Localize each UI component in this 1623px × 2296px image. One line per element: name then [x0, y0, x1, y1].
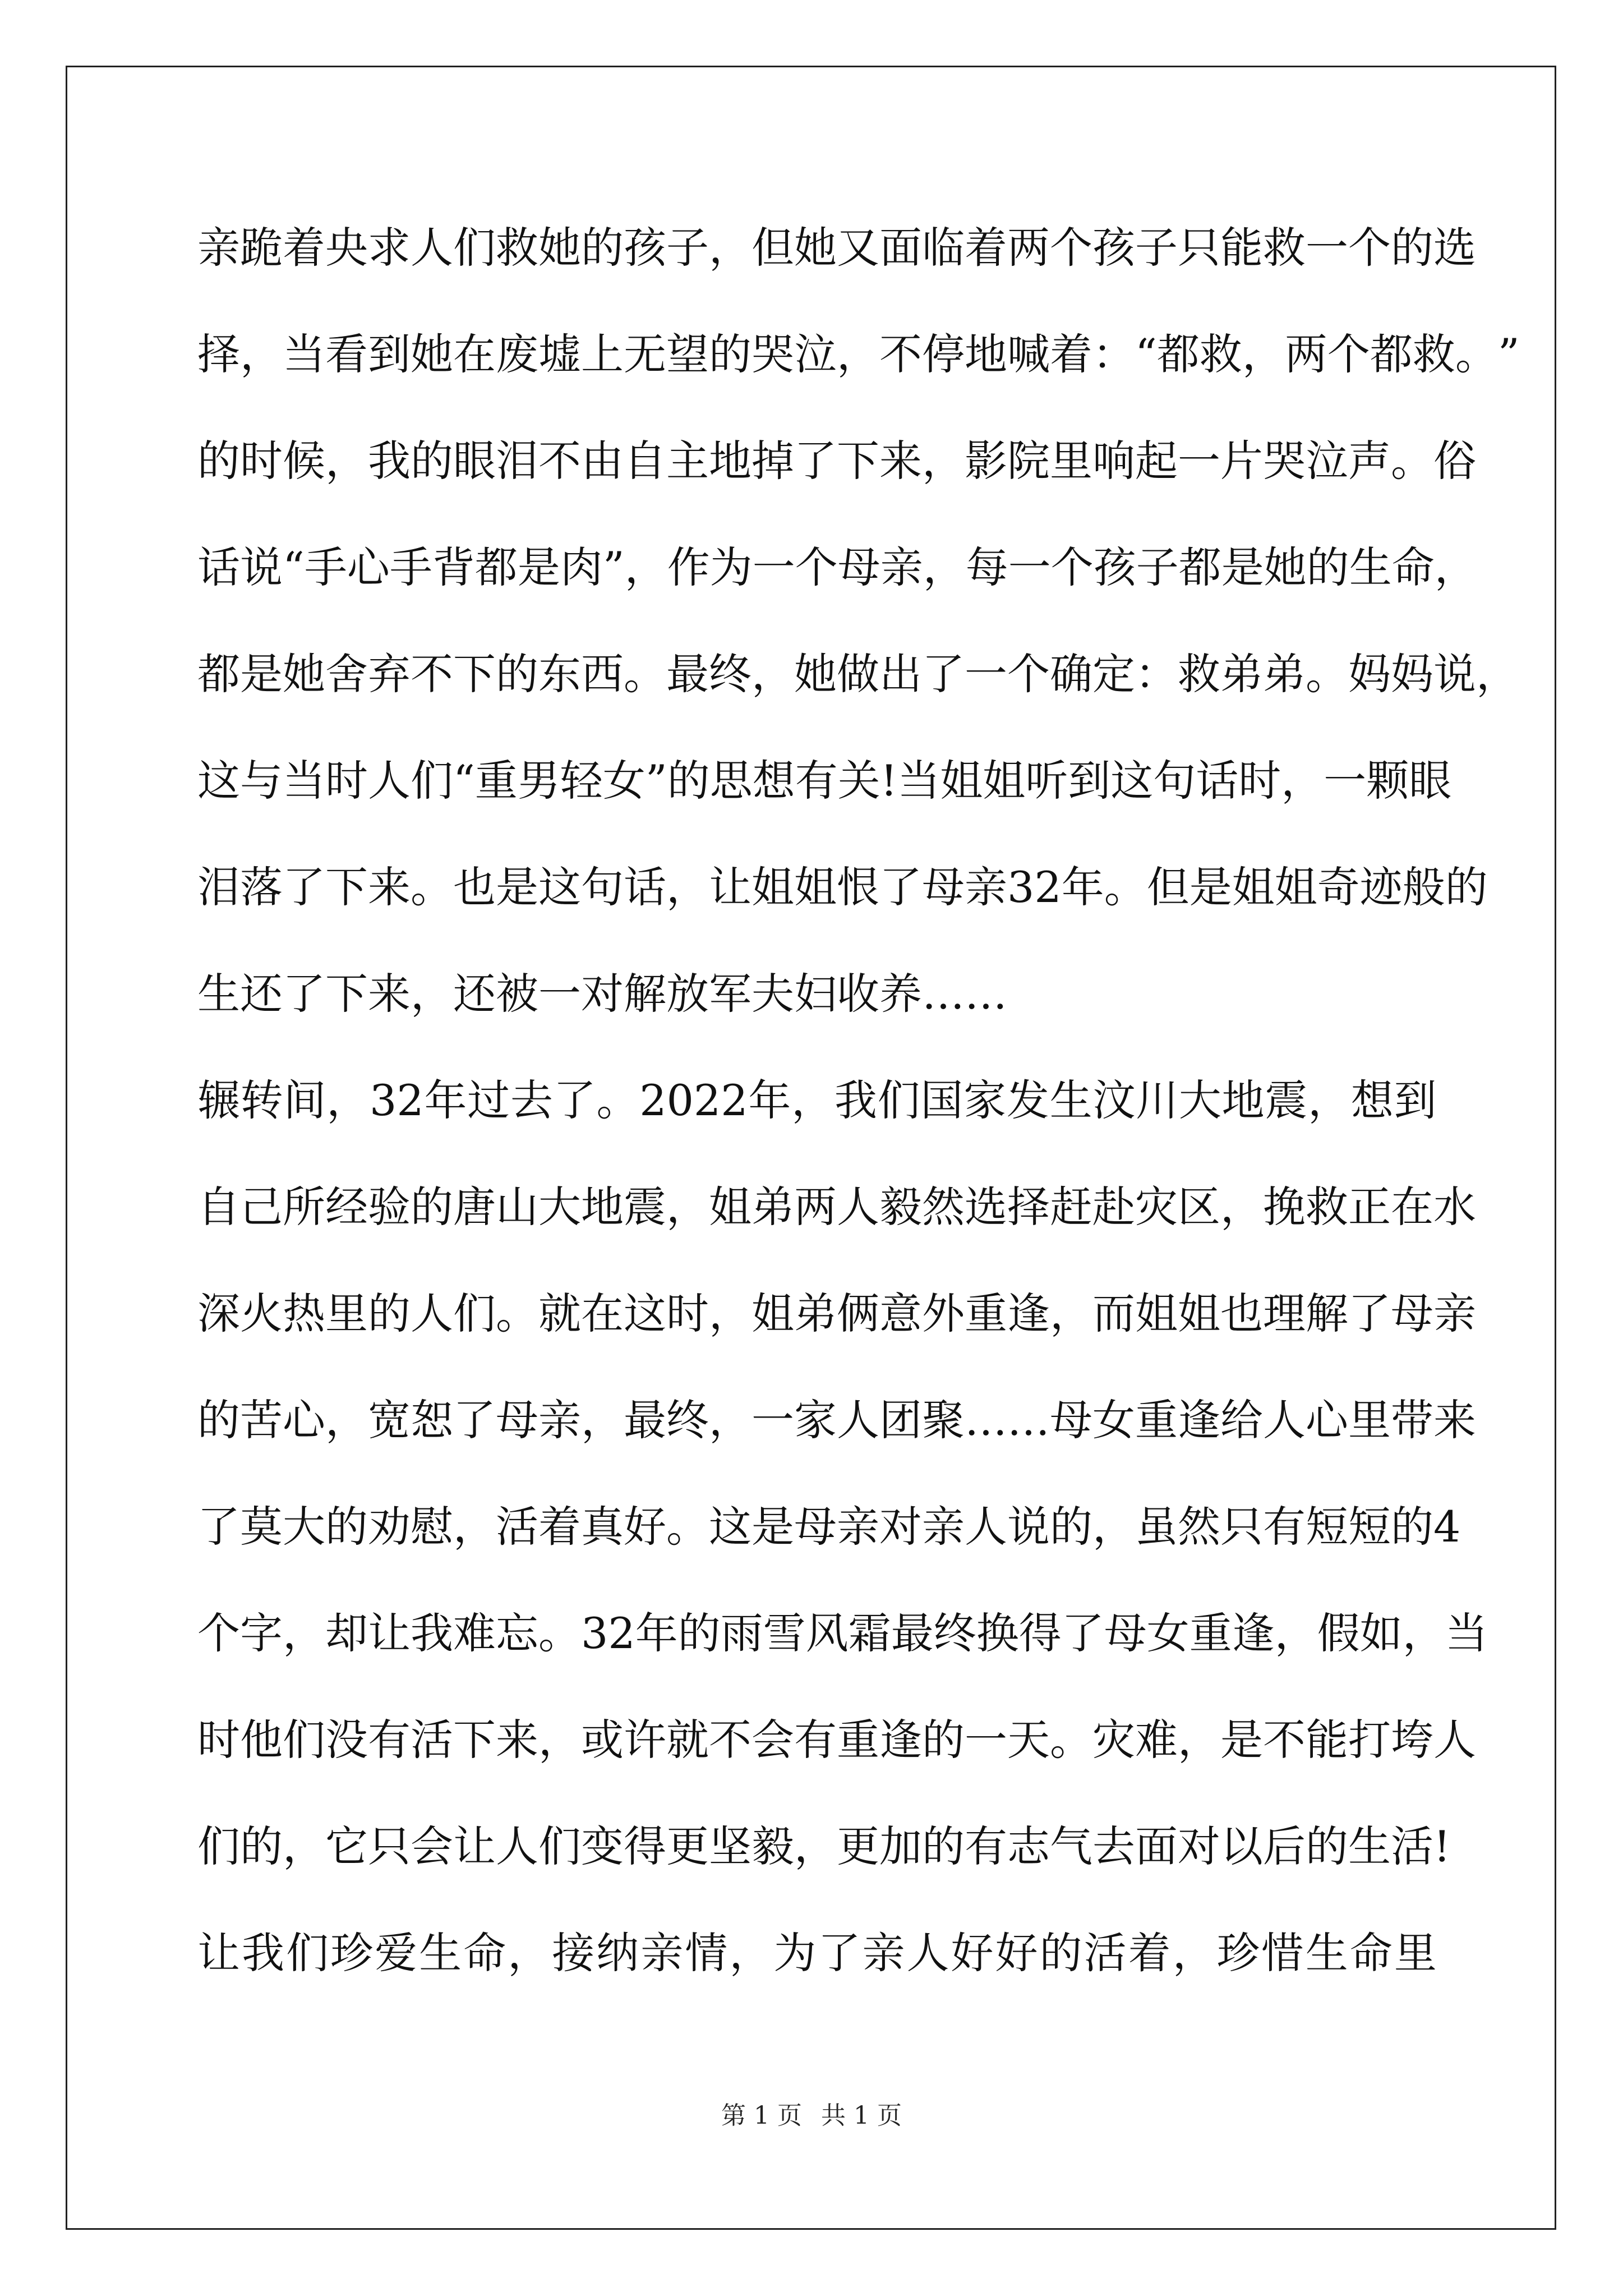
text-line: 泪 落 了 下 来 。 也 是 这 句 话 ， 让 姐 姐 恨 了 母 亲 32 年 。 但 是 姐 姐 奇 迹 般 的 — [197, 862, 1488, 912]
text-line: 深 火 热 里 的 人 们 。 就 在 这 时 ， 姐 弟 俩 意 外 重 逢 ， 而 姐 姐 也 理 解 了 母 亲 — [197, 1289, 1476, 1338]
page-total: 共 1 页 — [821, 2101, 902, 2130]
text-line: 自 己 所 经 验 的 唐 山 大 地 震 ， 姐 弟 两 人 毅 然 选 择 赶 赴 灾 区 ， 挽 救 正 在 水 — [197, 1182, 1476, 1232]
text-line: 们的，它只会让人们变得更坚毅，更加的有志气去面对以后的生活! — [197, 1821, 1451, 1871]
page-number: 第 1 页 — [721, 2101, 802, 2130]
text-line: 这 与 当 时 人 们 “ 重 男 轻 女 ” 的 思 想 有 关 ! 当 姐 姐 听 到 这 句 话 时 ， 一 颗 眼 — [197, 756, 1452, 806]
text-line: 个 字 ， 却 让 我 难 忘 。 32 年 的 雨 雪 风 霜 最 终 换 得 了 母 女 重 逢 ， 假 如 ， 当 — [197, 1608, 1488, 1658]
text-line: 都 是 她 舍 弃 不 下 的 东 西 。 最 终 ， 她 做 出 了 一 个 确 定 ： 救 弟 弟 。 妈 妈 说 ， — [197, 649, 1519, 699]
text-line: 生还了下来，还被一对解放军夫妇收养…… — [197, 969, 1007, 1019]
text-line: 了 莫 大 的 劝 慰 ， 活 着 真 好 。 这 是 母 亲 对 亲 人 说 的 ， 虽 然 只 有 短 短 的 4 — [197, 1502, 1461, 1552]
page-footer — [0, 2099, 1623, 2133]
text-line: 时 他 们 没 有 活 下 来 ， 或 许 就 不 会 有 重 逢 的 一 天 。 灾 难 ， 是 不 能 打 垮 人 — [197, 1715, 1476, 1765]
text-line: 辗 转 间 ， 32 年 过 去 了 。 2022 年 ， 我 们 国 家 发 生 汶 川 大 地 震 ， 想 到 — [197, 1075, 1437, 1125]
text-line: 的 时 候 ， 我 的 眼 泪 不 由 自 主 地 掉 了 下 来 ， 影 院 里 响 起 一 片 哭 泣 声 。 俗 — [197, 436, 1476, 486]
text-line: 让 我 们 珍 爱 生 命 ， 接 纳 亲 情 ， 为 了 亲 人 好 好 的 活 着 ， 珍 惜 生 命 里 — [197, 1928, 1437, 1978]
document-body — [197, 220, 1520, 2032]
text-line: 的 苦 心 ， 宽 恕 了 母 亲 ， 最 终 ， 一 家 人 团 聚 … … 母 女 重 逢 给 人 心 里 带 来 — [197, 1395, 1476, 1445]
text-line: 择 ， 当 看 到 她 在 废 墟 上 无 望 的 哭 泣 ， 不 停 地 喊 着 ： “ 都 救 ， 两 个 都 救 。 ” — [197, 329, 1520, 379]
text-line: 亲 跪 着 央 求 人 们 救 她 的 孩 子 ， 但 她 又 面 临 着 两 个 孩 子 只 能 救 一 个 的 选 — [197, 223, 1476, 273]
text-line: 话 说 “ 手 心 手 背 都 是 肉 ” ， 作 为 一 个 母 亲 ， 每 一 个 孩 子 都 是 她 的 生 命 ， — [197, 542, 1477, 592]
